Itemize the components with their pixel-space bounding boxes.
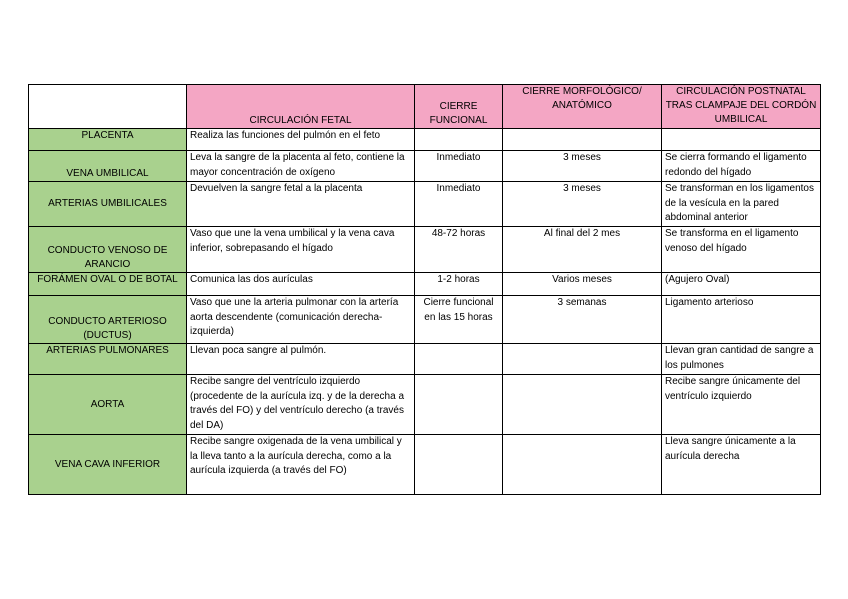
postnatal-cell: Se transforma en el ligamento venoso del hígado: [662, 227, 821, 273]
row-label: FORÁMEN OVAL O DE BOTAL: [29, 273, 187, 296]
row-label: ARTERIAS UMBILICALES: [29, 182, 187, 227]
fetal-circulation-table: [28, 84, 821, 495]
table-row: [29, 227, 821, 273]
fetal-cell: Devuelven la sangre fetal a la placenta: [187, 182, 415, 227]
postnatal-cell: Lleva sangre únicamente a la aurícula derecha: [662, 435, 821, 495]
row-label: VENA UMBILICAL: [29, 151, 187, 182]
fetal-cell: Recibe sangre oxigenada de la vena umbilical y la lleva tanto a la aurícula derecha, como a la aurícula izquierda (a través del FO): [187, 435, 415, 495]
table-row: [29, 182, 821, 227]
morfologico-cell: 3 meses: [503, 182, 662, 227]
morfologico-cell: [503, 375, 662, 435]
table-row: [29, 273, 821, 296]
fetal-cell: Leva la sangre de la placenta al feto, contiene la mayor concentración de oxígeno: [187, 151, 415, 182]
funcional-cell: Inmediato: [415, 151, 503, 182]
funcional-cell: Cierre funcional en las 15 horas: [415, 296, 503, 344]
postnatal-cell: Recibe sangre únicamente del ventrículo izquierdo: [662, 375, 821, 435]
table-row: [29, 296, 821, 344]
row-label: CONDUCTO ARTERIOSO (DUCTUS): [29, 296, 187, 344]
morfologico-cell: [503, 435, 662, 495]
postnatal-cell: Se transforman en los ligamentos de la vesícula en la pared abdominal anterior: [662, 182, 821, 227]
morfologico-cell: 3 semanas: [503, 296, 662, 344]
row-label: ARTERIAS PULMONARES: [29, 344, 187, 375]
postnatal-cell: (Agujero Oval): [662, 273, 821, 296]
funcional-cell: Inmediato: [415, 182, 503, 227]
table-row: [29, 151, 821, 182]
table-row: [29, 344, 821, 375]
row-label: AORTA: [29, 375, 187, 435]
header-circulacion-fetal: CIRCULACIÓN FETAL: [187, 85, 415, 129]
header-cierre-funcional: CIERRE FUNCIONAL: [415, 85, 503, 129]
header-corner: [29, 85, 187, 129]
morfologico-cell: [503, 344, 662, 375]
fetal-cell: Vaso que une la vena umbilical y la vena cava inferior, sobrepasando el hígado: [187, 227, 415, 273]
morfologico-cell: 3 meses: [503, 151, 662, 182]
fetal-cell: Realiza las funciones del pulmón en el feto: [187, 129, 415, 151]
funcional-cell: [415, 375, 503, 435]
funcional-cell: [415, 435, 503, 495]
table-row: [29, 129, 821, 151]
funcional-cell: 48-72 horas: [415, 227, 503, 273]
table-row: [29, 375, 821, 435]
fetal-cell: Comunica las dos aurículas: [187, 273, 415, 296]
morfologico-cell: [503, 129, 662, 151]
header-circulacion-postnatal: CIRCULACIÓN POSTNATAL TRAS CLAMPAJE DEL CORDÓN UMBILICAL: [662, 85, 821, 129]
postnatal-cell: Llevan gran cantidad de sangre a los pulmones: [662, 344, 821, 375]
fetal-cell: Llevan poca sangre al pulmón.: [187, 344, 415, 375]
postnatal-cell: Se cierra formando el ligamento redondo del hígado: [662, 151, 821, 182]
table-row: [29, 435, 821, 495]
row-label: PLACENTA: [29, 129, 187, 151]
fetal-cell: Vaso que une la arteria pulmonar con la artería aorta descendente (comunicación derecha- izquierda): [187, 296, 415, 344]
funcional-cell: [415, 129, 503, 151]
header-row: [29, 85, 821, 129]
funcional-cell: [415, 344, 503, 375]
row-label: VENA CAVA INFERIOR: [29, 435, 187, 495]
header-cierre-morfologico: CIERRE MORFOLÓGICO/ ANATÓMICO: [503, 85, 662, 129]
fetal-cell: Recibe sangre del ventrículo izquierdo (procedente de la aurícula izq. y de la derecha a través del FO) y del ventrículo derecho (a través del DA): [187, 375, 415, 435]
morfologico-cell: Varios meses: [503, 273, 662, 296]
postnatal-cell: Ligamento arterioso: [662, 296, 821, 344]
postnatal-cell: [662, 129, 821, 151]
funcional-cell: 1-2 horas: [415, 273, 503, 296]
morfologico-cell: Al final del 2 mes: [503, 227, 662, 273]
row-label: CONDUCTO VENOSO DE ARANCIO: [29, 227, 187, 273]
